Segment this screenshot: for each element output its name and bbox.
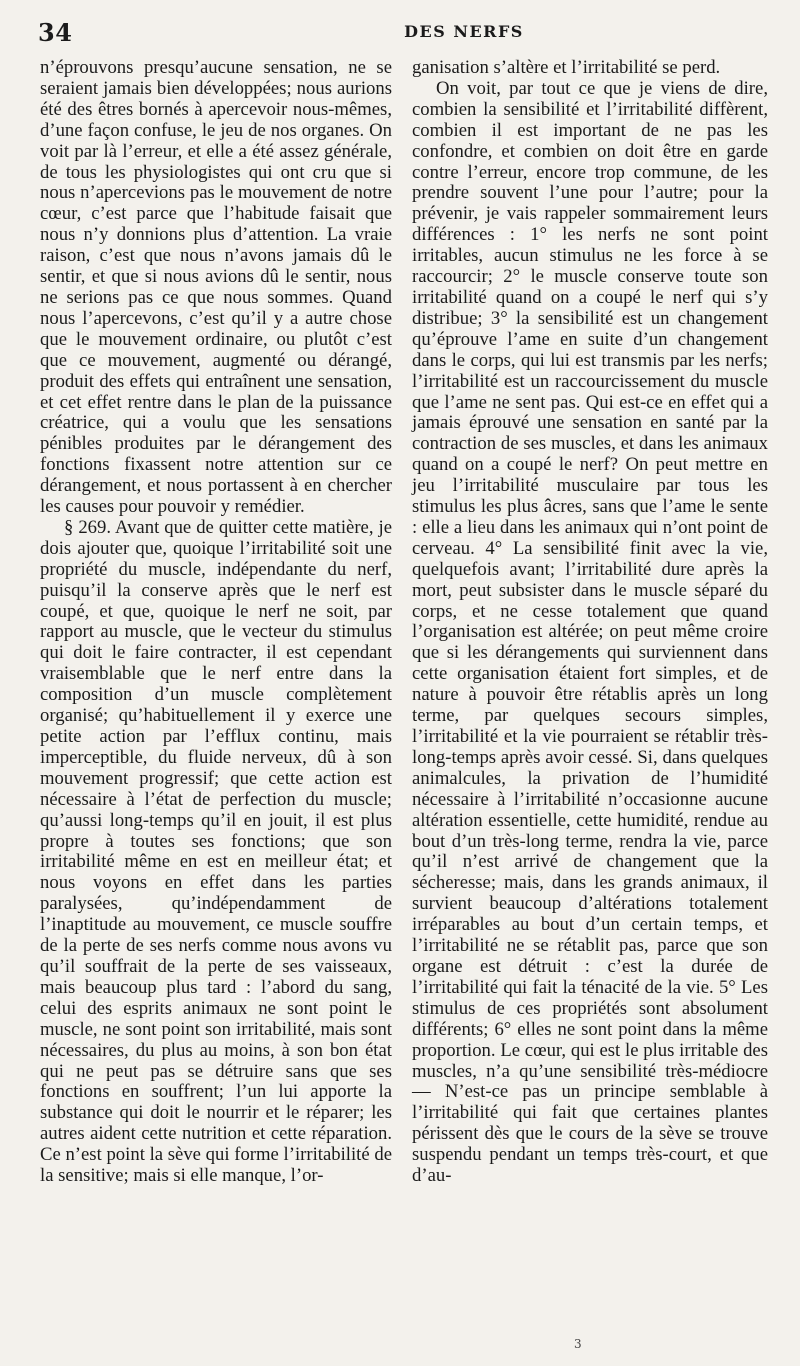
paragraph: On voit, par tout ce que je viens de dire, combien la sensibilité et l’irritabilité diffèrent, combien il est important de ne pas les confondre, et combien on doit être en garde contre l’erreur, encore trop commune, de les prendre souvent l’une pour l’autre; pour la prévenir, je vais rappeler sommairement leurs différences : 1° les nerfs ne sont point irritables, aucun stimulus ne les force à se raccourcir; 2° le muscle conserve toute son irritabilité quand on a coupé le nerf qui s’y distribue; 3° la sensibilité est un changement qu’éprouve l’ame en suite d’un changement dans le corps, qui lui est transmis par les nerfs; l’irritabilité est un raccourcissement du muscle que l’ame ne sent pas. Qui est-ce en effet qui a jamais éprouvé une sensation en santé par la contraction de ses muscles, et dans les animaux quand on a coupé le nerf? On peut mettre en jeu l’irritabilité musculaire par tous les stimulus les plus âcres, sans que l’ame le sente : elle a lieu dans les animaux qui n’ont point de cerveau. 4° La sensibilité finit avec la vie, quelquefois avant; l’irritabilité dure après la mort, peut subsister dans le muscle séparé du corps, et ne cesse totalement que quand l’organisation est altérée; on peut même croire que si les dérangements qui surviennent dans cette organisation étaient fort simples, et de nature à pouvoir être rétablis après un long terme, par quelques secours simples, l’irritabilité et la vie pourraient se rétablir très-long-temps après avoir cessé. Si, dans quelques animalcules, la privation de l’humidité nécessaire à l’irritabilité n’occasionne aucune altération essentielle, cette humidité, rendue au bout d’un très-long terme, rendra la vie, parce qu’il n’est arrivé de changement que la sécheresse; mais, dans les grands animaux, il survient beaucoup d’altérations totalement irréparables au bout d’un certain temps, et l’irritabilité ne se rétablit pas, parce que son organe est détruit : c’est la durée de l’irritabilité qui fait la ténacité de la vie. 5° Les stimulus de ces propriétés sont absolument différents; 6° elles ne sont point dans la même proportion. Le cœur, qui est le plus irritable des muscles, n’a qu’une sensibilité très-médiocre — N’est-ce pas un principe semblable à l’irritabilité qui fait que certaines plantes périssent dès que le cours de la sève se trouve suspendu pendant un temps très-court, et que d’au- xyxy=(412,77,768,1187)
paragraph: § 269. Avant que de quitter cette matière, je dois ajouter que, quoique l’irritabilité soit une propriété du muscle, indépendante du nerf, puisqu’il la conserve après que le nerf est coupé, et que, quoique le nerf ne soit, par rapport au muscle, que le vecteur du stimulus qui doit le faire contracter, il est cependant vraisemblable que le nerf entre dans la composition d’un muscle complètement organisé; qu’habituellement il y exerce une petite action par l’efflux continu, mais imperceptible, du fluide nerveux, dû à son mouvement progressif; que cette action est nécessaire à l’état de perfection du muscle; qu’aussi long-temps qu’il en jouit, il est plus propre à toutes ses fonctions; que son irritabilité même en est en meilleur état; et nous voyons en effet dans les parties paralysées, qu’indépendamment de l’inaptitude au mouvement, ce muscle souffre de la perte de ses nerfs comme nous avons vu qu’il souffrait de la perte de ses vaisseaux, mais beaucoup plus tard : l’abord du sang, celui des esprits animaux ne sont point le muscle, ne sont point son irritabilité, mais sont nécessaires, du plus au moins, à son bon état qui ne peut pas se détruire sans que ses fonctions en souffrent; l’un lui apporte la substance qui doit le nourrir et le réparer; les autres aident cette nutrition et cette réparation. Ce n’est point la sève qui forme l’irritabilité de la sensitive; mais si elle manque, l’or- xyxy=(40,516,392,1187)
paragraph: ganisation s’altère et l’irritabilité se perd. xyxy=(412,57,721,78)
page-header xyxy=(38,18,770,48)
left-column xyxy=(40,58,392,1187)
running-head: DES NERFS xyxy=(404,22,524,41)
page-number: 34 xyxy=(38,18,73,47)
right-column xyxy=(412,58,768,1187)
paragraph: n’éprouvons presqu’aucune sensation, ne se seraient jamais bien développées; nous aurions été des êtres bornés à apercevoir nous-mêmes, d’une façon confuse, le jeu de nos organes. On voit par là l’erreur, et elle a été assez générale, de tous les physiologistes qui ont cru que si nous n’apercevions pas le mouvement de notre cœur, c’est parce que l’habitude faisait que nous n’y donnions plus d’attention. La vraie raison, c’est que nous n’avons jamais dû le sentir, et que si nous avions dû le sentir, nous ne serions pas ce que nous sommes. Quand nous l’apercevons, c’est qu’il y a autre chose que le mouvement ordinaire, ou plutôt c’est que ce mouvement, augmenté ou dérangé, produit des effets qui entraînent une sensation, et cet effet rentre dans le plan de la puissance créatrice, qui a voulu que les sensations pénibles produites par le dérangement des fonctions fixassent notre attention sur ce dérangement, et nous portassent à en chercher les causes pour pouvoir y remédier. xyxy=(40,57,392,518)
signature-mark: 3 xyxy=(574,1337,582,1351)
